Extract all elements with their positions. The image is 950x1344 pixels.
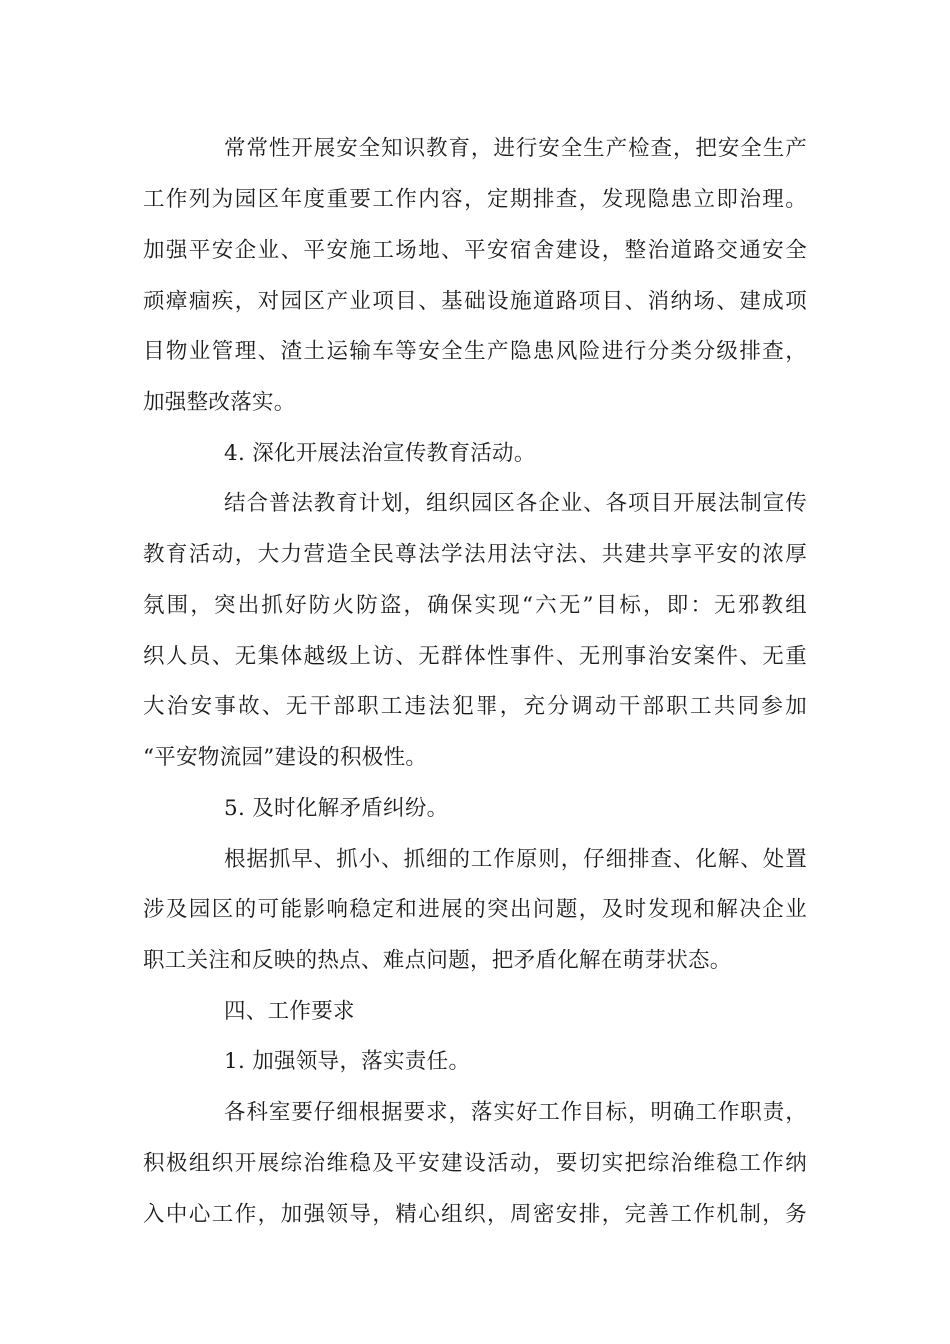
paragraph-line: 加强平安企业、平安施工场地、平安宿舍建设，整治道路交通安全	[143, 238, 807, 263]
paragraph-line: 大治安事故、无干部职工违法犯罪，充分调动干部职工共同参加	[143, 694, 807, 719]
paragraph-line: 工作列为园区年度重要工作内容，定期排查，发现隐患立即治理。	[143, 187, 807, 212]
paragraph-line: 结合普法教育计划，组织园区各企业、各项目开展法制宣传	[224, 491, 807, 516]
paragraph-line: 涉及园区的可能影响稳定和进展的突出问题，及时发现和解决企业	[143, 897, 807, 922]
paragraph-line: 常常性开展安全知识教育，进行安全生产检查，把安全生产	[224, 136, 807, 161]
paragraph-line: 各科室要仔细根据要求，落实好工作目标，明确工作职责，	[224, 1100, 807, 1125]
section-heading: 四、工作要求	[224, 999, 355, 1024]
paragraph-line: 职工关注和反映的热点、难点问题，把矛盾化解在萌芽状态。	[143, 948, 732, 973]
paragraph-line: “平安物流园”建设的积极性。	[143, 745, 428, 770]
paragraph-line: 织人员、无集体越级上访、无群体性事件、无刑事治安案件、无重	[143, 644, 807, 669]
paragraph-line: 教育活动，大力营造全民尊法学法用法守法、共建共享平安的浓厚	[143, 542, 807, 567]
paragraph-line: 加强整改落实。	[143, 390, 296, 415]
section-heading: 1. 加强领导，落实责任。	[224, 1049, 471, 1074]
paragraph-line: 积极组织开展综治维稳及平安建设活动，要切实把综治维稳工作纳	[143, 1151, 807, 1176]
paragraph-line: 根据抓早、抓小、抓细的工作原则，仔细排查、化解、处置	[224, 847, 807, 872]
paragraph-line: 氛围，突出抓好防火防盗，确保实现“六无”目标，即：无邪教组	[143, 593, 807, 618]
paragraph-line: 入中心工作，加强领导，精心组织，周密安排，完善工作机制，务	[143, 1202, 807, 1227]
section-heading: 4. 深化开展法治宣传教育活动。	[224, 441, 536, 466]
paragraph-line: 顽瘴痼疾，对园区产业项目、基础设施道路项目、消纳场、建成项	[143, 289, 807, 314]
paragraph-line: 目物业管理、渣土运输车等安全生产隐患风险进行分类分级排查，	[143, 339, 807, 364]
section-heading: 5. 及时化解矛盾纠纷。	[224, 796, 449, 821]
